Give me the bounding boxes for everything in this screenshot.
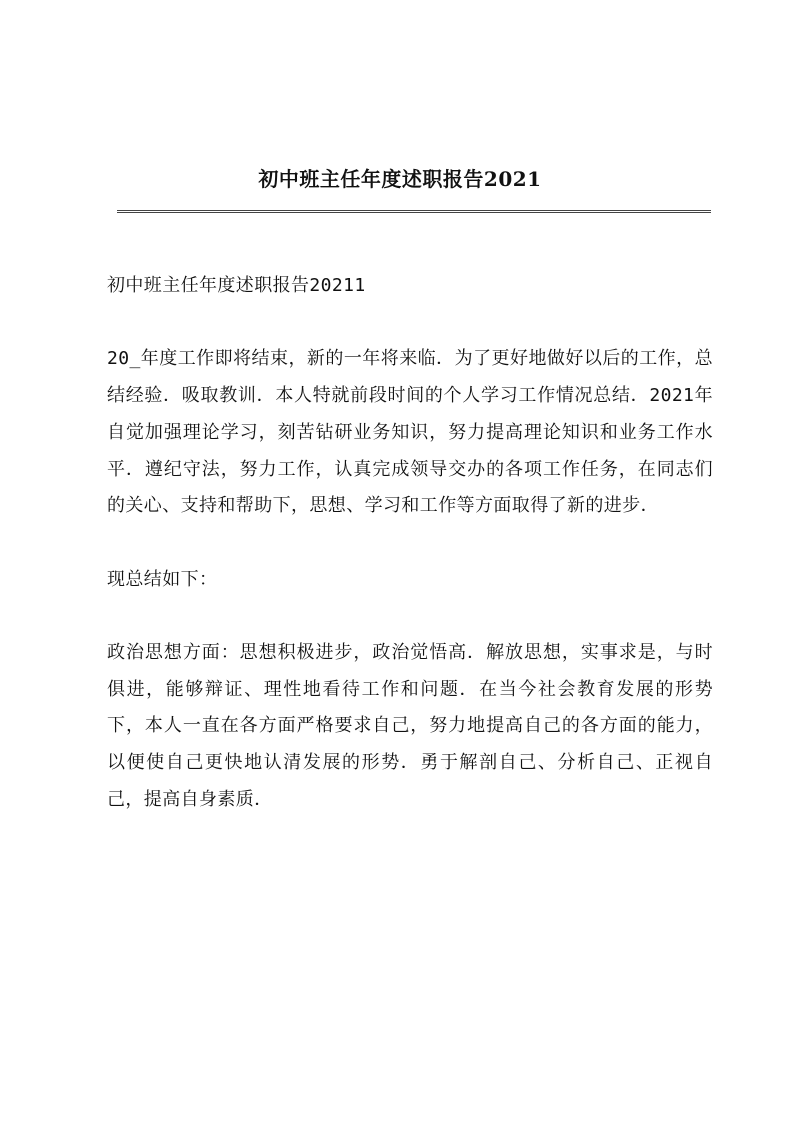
political-thought-paragraph: 政治思想方面：思想积极进步，政治觉悟高．解放思想，实事求是，与时俱进，能够辩证、理性地看待工作和问题．在当今社会教育发展的形势下，本人一直在各方面严格要求自己，努力地提高自己的各方面的能力，以便使自己更快地认清发展的形势．勇于解剖自己、分析自己、正视自己，提高自身素质． (107, 641, 713, 810)
summary-lead-paragraph: 现总结如下： (107, 568, 218, 590)
title-divider (117, 210, 711, 213)
document-title: 初中班主任年度述职报告2021 (258, 167, 542, 191)
document-body (107, 268, 713, 855)
subtitle-paragraph: 初中班主任年度述职报告20211 (107, 275, 366, 296)
intro-paragraph: 20_年度工作即将结束，新的一年将来临．为了更好地做好以后的工作，总结经验．吸取教训．本人特就前段时间的个人学习工作情况总结．2021年自觉加强理论学习，刻苦钻研业务知识，努力提高理论知识和业务工作水平．遵纪守法，努力工作，认真完成领导交办的各项工作任务，在同志们的关心、支持和帮助下，思想、学习和工作等方面取得了新的进步． (107, 348, 713, 517)
